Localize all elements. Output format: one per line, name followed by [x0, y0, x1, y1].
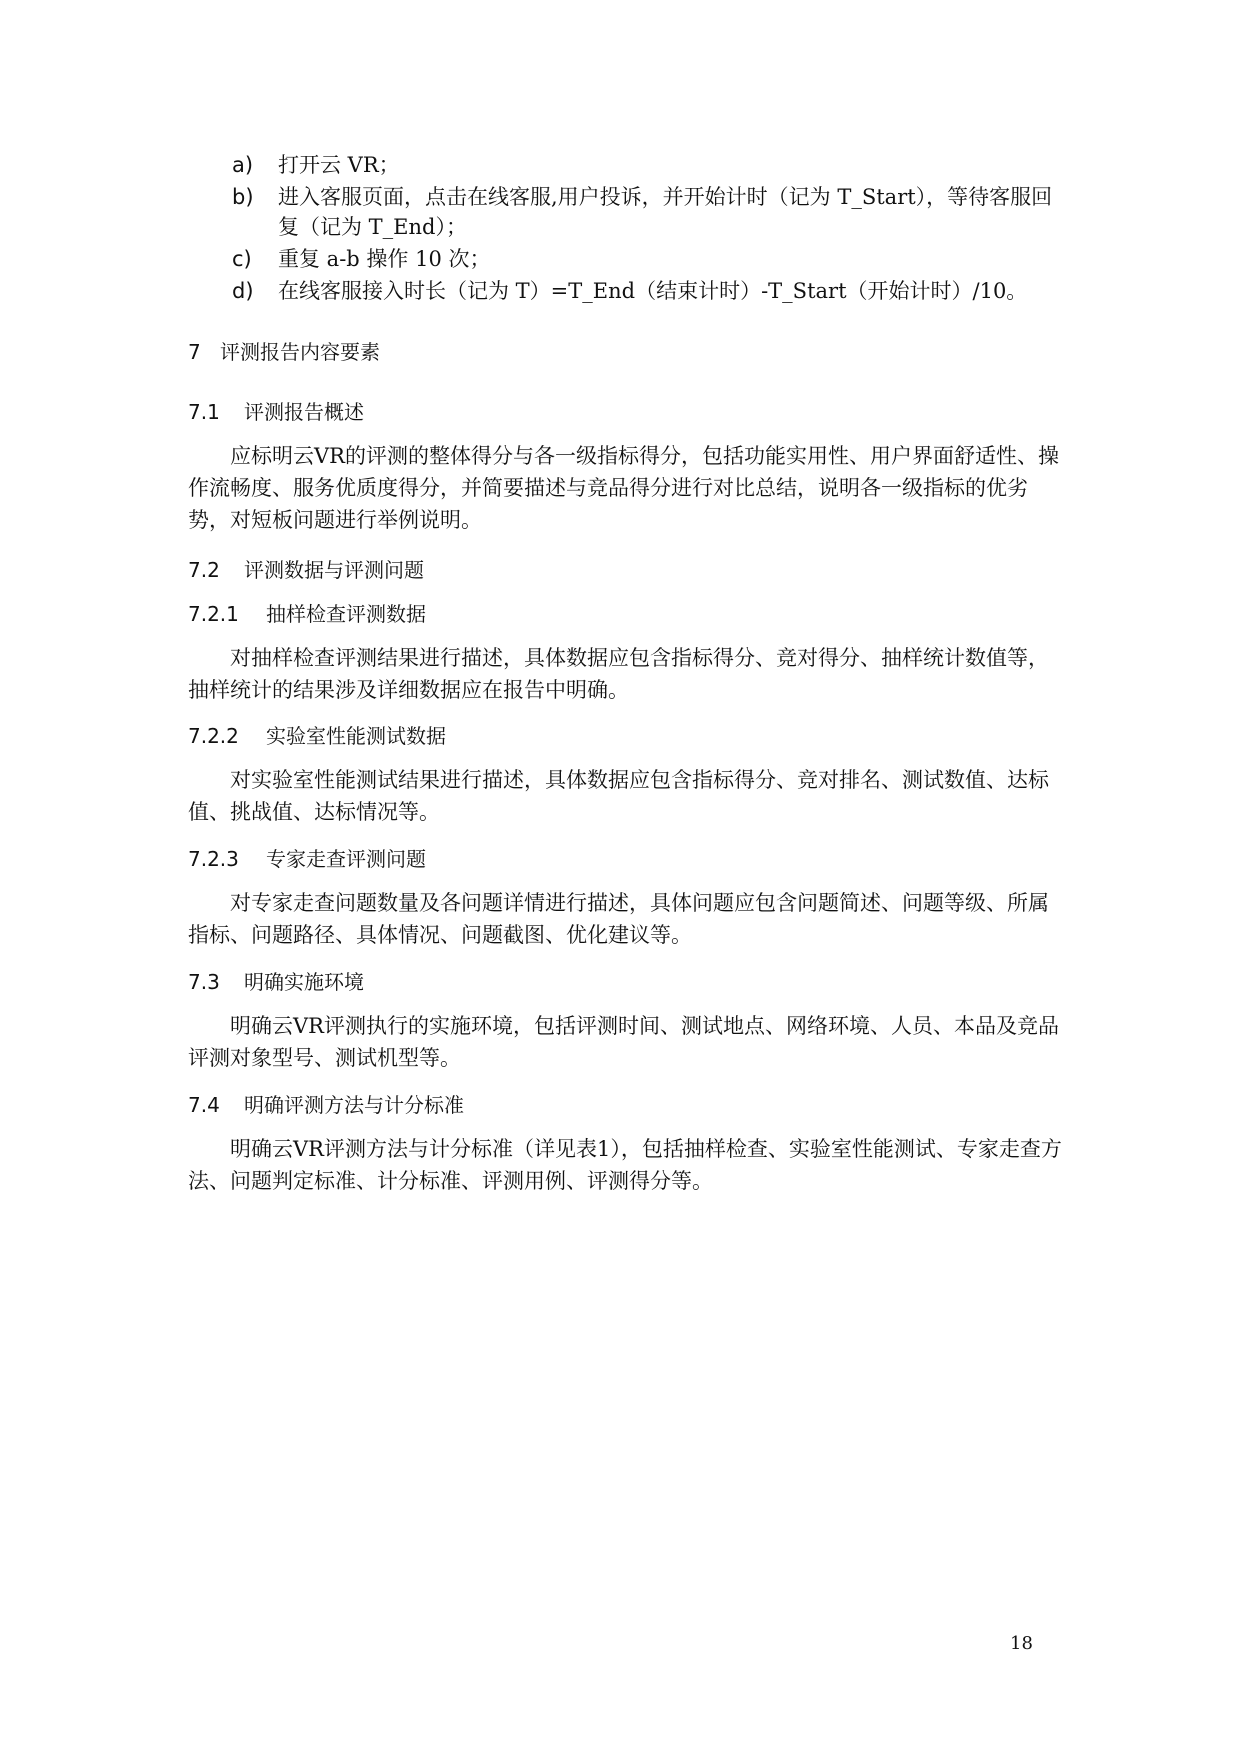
section-number: 7.2.2 [188, 724, 239, 748]
section-7-4-heading [188, 1091, 464, 1119]
section-number: 7.2.3 [188, 847, 239, 871]
step-d [232, 276, 1062, 306]
section-number: 7.2 [188, 558, 220, 582]
section-title: 抽样检查评测数据 [266, 602, 426, 626]
section-7-3-body: 明确云VR评测执行的实施环境，包括评测时间、测试地点、网络环境、人员、本品及竞品评测对象型号、测试机型等。 [188, 1014, 1059, 1070]
section-title: 评测报告内容要素 [220, 340, 380, 364]
section-number: 7.3 [188, 970, 220, 994]
section-7-1-body: 应标明云VR的评测的整体得分与各一级指标得分，包括功能实用性、用户界面舒适性、操作流畅度、服务优质度得分，并简要描述与竞品得分进行对比总结，说明各一级指标的优劣势，对短板问题进行举例说明。 [188, 444, 1059, 532]
step-a [232, 150, 1062, 180]
step-c [232, 244, 1062, 274]
section-7-2-1-body: 对抽样检查评测结果进行描述，具体数据应包含指标得分、竞对得分、抽样统计数值等，抽样统计的结果涉及详细数据应在报告中明确。 [188, 646, 1049, 702]
step-text: 重复 a-b 操作 10 次； [278, 247, 491, 271]
section-title: 明确实施环境 [244, 970, 364, 994]
section-7-2-2-body: 对实验室性能测试结果进行描述，具体数据应包含指标得分、竞对排名、测试数值、达标值、挑战值、达标情况等。 [188, 768, 1049, 824]
section-title: 实验室性能测试数据 [266, 724, 446, 748]
step-marker: a) [232, 153, 254, 177]
step-text: 打开云 VR； [278, 153, 400, 177]
section-title: 评测数据与评测问题 [244, 558, 424, 582]
page-number: 18 [1010, 1633, 1033, 1654]
section-7-2-3-body: 对专家走查问题数量及各问题详情进行描述，具体问题应包含问题简述、问题等级、所属指标、问题路径、具体情况、问题截图、优化建议等。 [188, 891, 1049, 947]
step-b [232, 182, 1062, 242]
step-marker: b) [232, 185, 254, 209]
step-text: 进入客服页面，点击在线客服,用户投诉，并开始计时（记为 T_Start），等待客服回复（记为 T_End）； [278, 185, 1053, 239]
section-number: 7 [188, 340, 201, 364]
procedure-steps [232, 150, 1062, 306]
section-number: 7.2.1 [188, 602, 239, 626]
section-7-2-2-heading [188, 722, 446, 750]
section-7-3-heading [188, 968, 364, 996]
section-7-2-3-heading [188, 845, 426, 873]
section-7-1-heading [188, 398, 364, 426]
section-7-4-body: 明确云VR评测方法与计分标准（详见表1），包括抽样检查、实验室性能测试、专家走查方法、问题判定标准、计分标准、评测用例、评测得分等。 [188, 1137, 1062, 1193]
step-text: 在线客服接入时长（记为 T）=T_End（结束计时）-T_Start（开始计时）/10。 [278, 279, 1028, 303]
step-marker: d) [232, 279, 254, 303]
section-number: 7.1 [188, 400, 220, 424]
step-marker: c) [232, 247, 252, 271]
section-7-2-1-heading [188, 600, 426, 628]
section-7-2-heading [188, 556, 424, 584]
section-title: 专家走查评测问题 [266, 847, 426, 871]
section-number: 7.4 [188, 1093, 220, 1117]
section-7-heading [188, 338, 380, 366]
section-title: 明确评测方法与计分标准 [244, 1093, 464, 1117]
section-title: 评测报告概述 [244, 400, 364, 424]
